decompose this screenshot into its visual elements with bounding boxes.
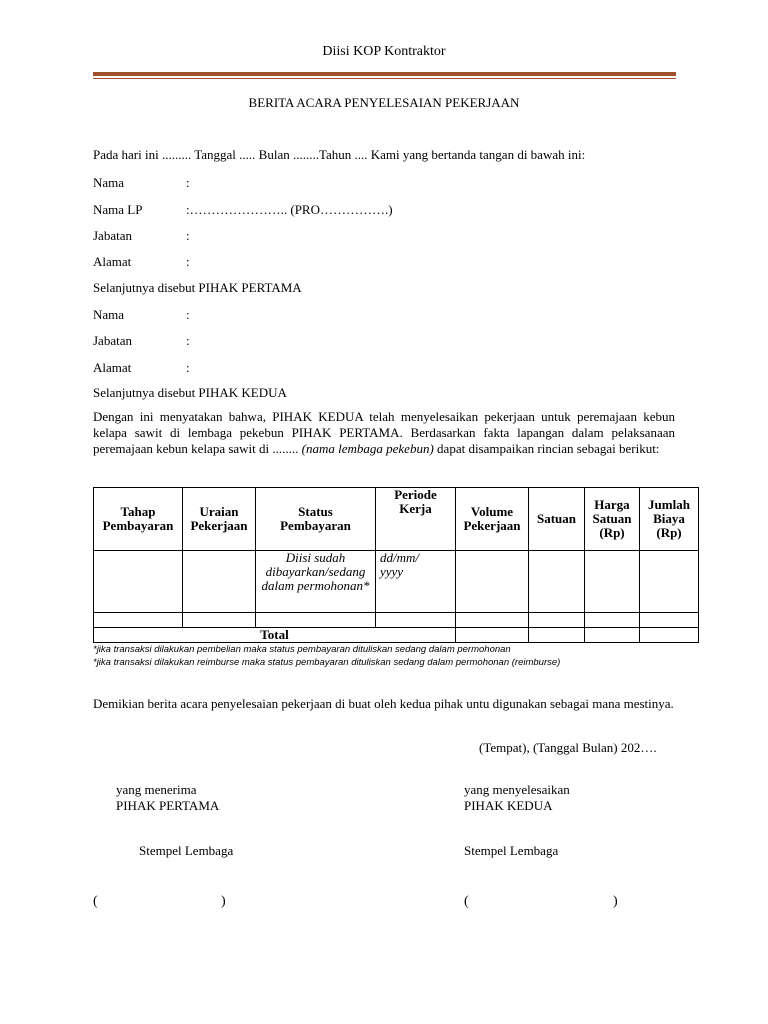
table-cell <box>456 551 529 613</box>
table-cell <box>529 551 585 613</box>
signer-party-left: PIHAK PERTAMA <box>116 798 220 813</box>
signer-party-right: PIHAK KEDUA <box>464 798 553 813</box>
header-cell: Volume Pekerjaan <box>456 488 529 551</box>
signature-open-paren-left: ( <box>93 894 98 909</box>
statement-text-end: dapat disampaikan rincian sebagai berikut: <box>433 441 660 457</box>
field-value: : <box>186 228 190 243</box>
party-designation: Selanjutnya disebut PIHAK PERTAMA <box>93 280 302 295</box>
status-cell: Diisi sudah dibayarkan/sedang dalam permohonan* <box>256 551 376 613</box>
stamp-label-left: Stempel Lembaga <box>139 843 234 858</box>
field-label: Jabatan <box>93 228 132 243</box>
party-designation: Selanjutnya disebut PIHAK KEDUA <box>93 385 287 400</box>
footnote: *jika transaksi dilakukan reimburse maka status pembayaran dituliskan sedang dalam permohonan (reimburse) <box>93 657 561 668</box>
header-cell: Periode Kerja <box>376 488 456 551</box>
field-value: :………………….. (PRO…………….) <box>186 202 393 217</box>
place-date: (Tempat), (Tanggal Bulan) 202…. <box>479 740 657 755</box>
letterhead-placeholder: Diisi KOP Kontraktor <box>322 44 446 59</box>
footnote: *jika transaksi dilakukan pembelian maka status pembayaran dituliskan sedang dalam permohonan <box>93 644 511 655</box>
field-label: Nama <box>93 175 125 190</box>
stamp-label-right: Stempel Lembaga <box>464 843 559 858</box>
payment-details-table <box>93 487 699 643</box>
signature-close-paren-right: ) <box>613 894 618 909</box>
header-rule-thick <box>93 72 676 76</box>
field-label: Alamat <box>93 360 132 375</box>
header-cell: Tahap Pembayaran <box>94 488 183 551</box>
field-value: : <box>186 175 190 190</box>
header-cell: Uraian Pekerjaan <box>183 488 256 551</box>
closing-paragraph: Demikian berita acara penyelesaian pekerjaan di buat oleh kedua pihak untu digunakan sebagai mana mestinya. <box>93 696 674 711</box>
header-cell: Status Pembayaran <box>256 488 376 551</box>
header-cell: Harga Satuan (Rp) <box>585 488 640 551</box>
intro-line: Pada hari ini ......... Tanggal ..... Bulan ........Tahun .... Kami yang bertanda tangan di bawah ini: <box>93 147 586 162</box>
header-rule-thin <box>93 78 676 79</box>
header-cell: Satuan <box>529 488 585 551</box>
field-label: Alamat <box>93 254 132 269</box>
table-cell <box>640 551 699 613</box>
field-label: Nama <box>93 307 125 322</box>
signature-open-paren-right: ( <box>464 894 469 909</box>
period-cell: dd/mm/ yyyy <box>376 551 456 613</box>
table-row <box>94 551 699 613</box>
header-cell: Jumlah Biaya (Rp) <box>640 488 699 551</box>
field-value: : <box>186 307 190 322</box>
statement-paragraph <box>93 409 675 458</box>
total-label: Total <box>94 628 456 643</box>
field-value: : <box>186 333 190 348</box>
table-cell <box>183 551 256 613</box>
signer-role-left: yang menerima <box>116 782 197 797</box>
table-total-row <box>94 628 699 643</box>
field-value: : <box>186 360 190 375</box>
signature-close-paren-left: ) <box>221 894 226 909</box>
statement-text: Dengan ini menyatakan bahwa, PIHAK KEDUA telah menyelesaikan pekerjaan untuk peremajaan kebun kelapa sawit di lembaga pekebun PIHAK PERTAMA. Berdasarkan fakta lapangan dalam pelaksanaan peremajaan kebun kelapa sawit di ........ <box>93 409 675 457</box>
field-value: : <box>186 254 190 269</box>
document-title: BERITA ACARA PENYELESAIAN PEKERJAAN <box>248 95 520 110</box>
statement-placeholder: (nama lembaga pekebun) <box>301 441 434 457</box>
table-cell <box>94 551 183 613</box>
signer-role-right: yang menyelesaikan <box>464 782 570 797</box>
field-label: Jabatan <box>93 333 132 348</box>
table-header-row <box>94 488 699 551</box>
table-row <box>94 613 699 628</box>
table-cell <box>585 551 640 613</box>
field-label: Nama LP <box>93 202 143 217</box>
